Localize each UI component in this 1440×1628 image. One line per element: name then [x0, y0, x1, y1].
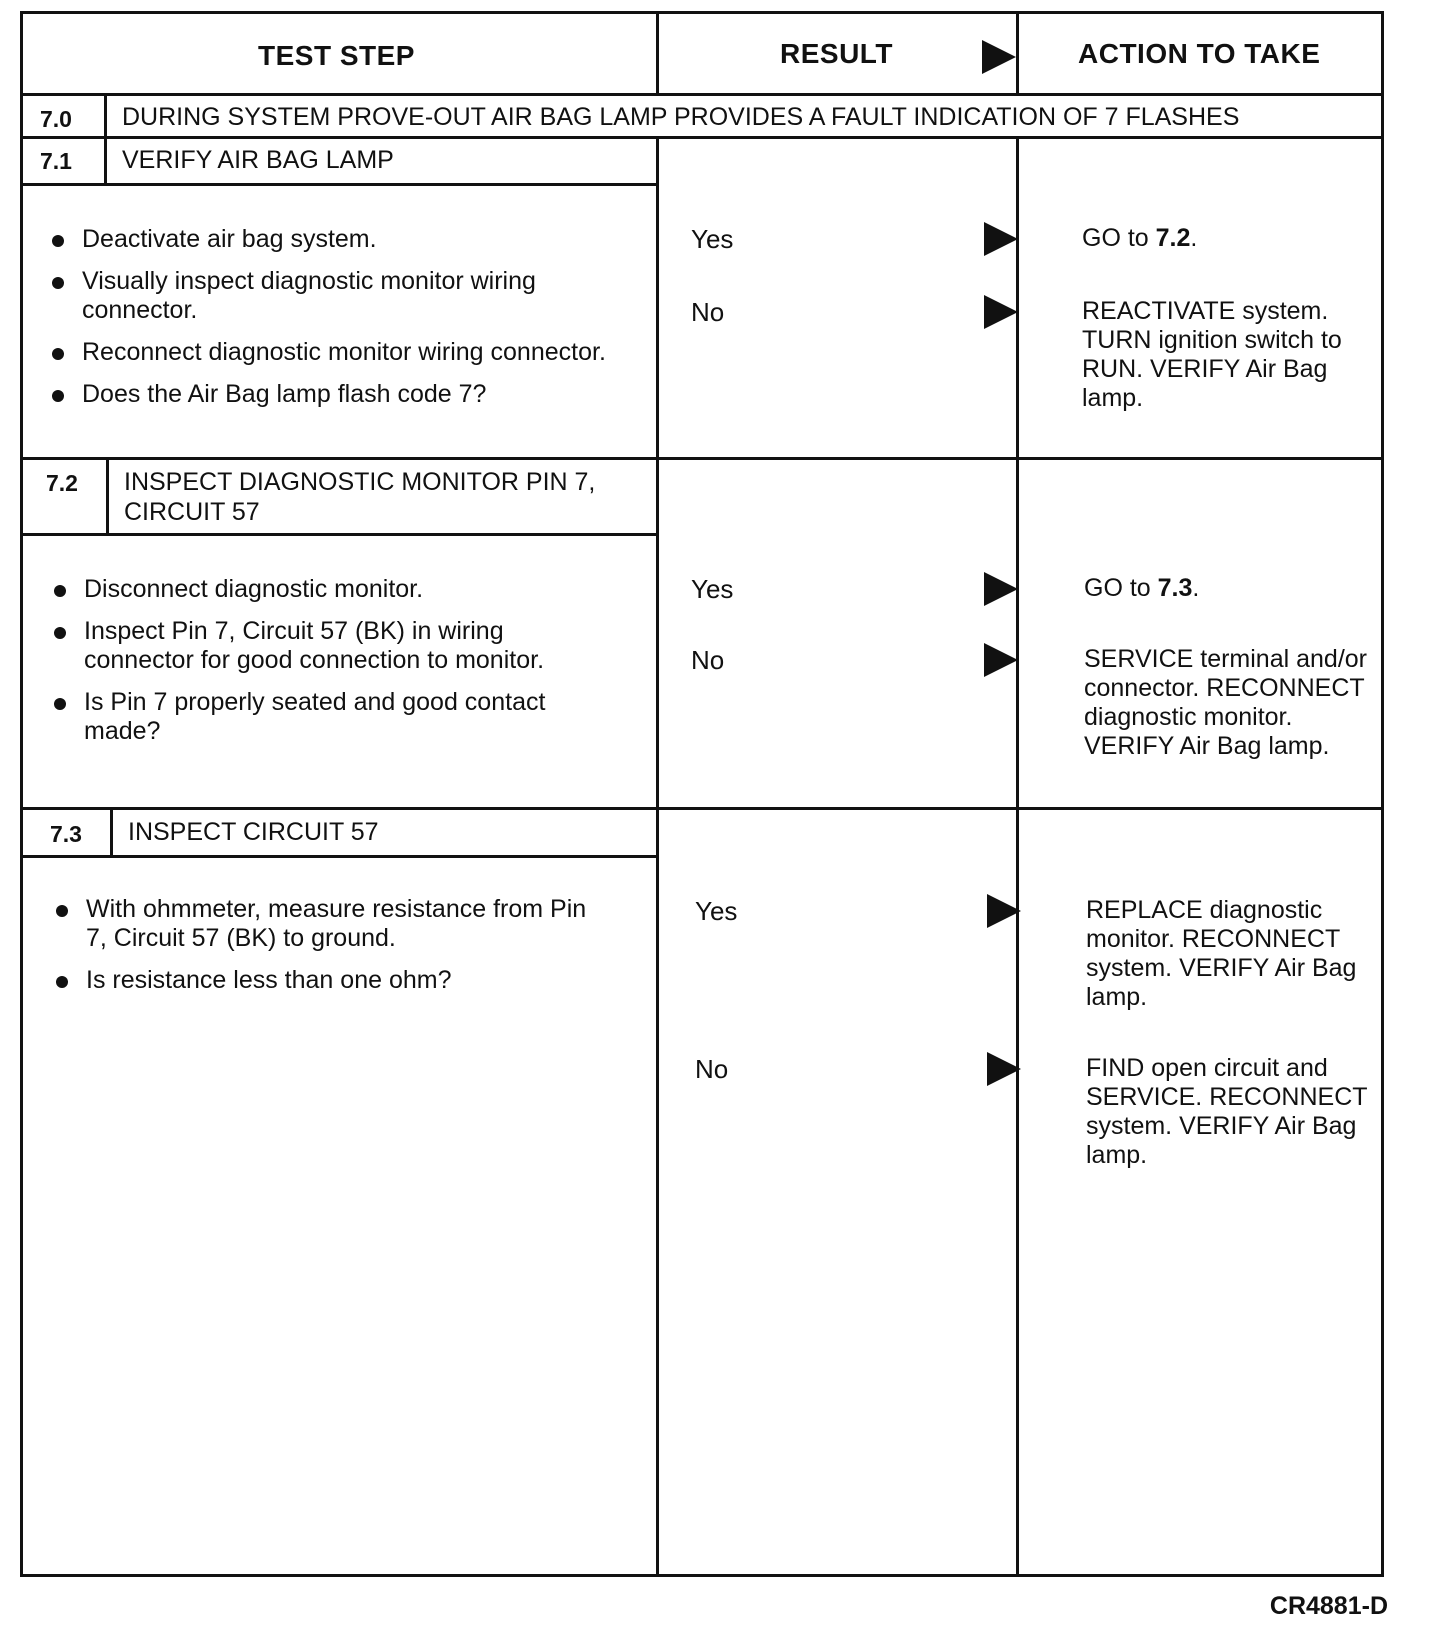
action-no-7-1: REACTIVATE system. TURN ignition switch to RUN. VERIFY Air Bag lamp.: [1082, 297, 1342, 412]
instruction-item: Is Pin 7 properly seated and good contact made?: [50, 688, 620, 746]
step-number-7-1: 7.1: [40, 148, 72, 174]
result-yes-7-1: Yes: [691, 224, 734, 254]
result-arrow-icon: [984, 295, 1018, 329]
step-number-7-0: 7.0: [40, 106, 72, 132]
row-divider: [20, 136, 1384, 139]
header-divider: [20, 93, 1384, 96]
header-test-step: TEST STEP: [258, 40, 415, 71]
step-number-divider: [106, 460, 109, 535]
action-no-7-2: SERVICE terminal and/or connector. RECONNECT diagnostic monitor. VERIFY Air Bag lamp.: [1084, 645, 1367, 760]
figure-code: CR4881-D: [1269, 1592, 1388, 1620]
header-action-to-take: ACTION TO TAKE: [1078, 38, 1321, 69]
step-title-underline: [20, 855, 659, 858]
goto-step-ref: 7.2: [1155, 224, 1191, 252]
action-yes-7-1: GO to 7.2.: [1082, 224, 1198, 252]
result-arrow-icon: [984, 643, 1018, 677]
step-title-underline: [20, 533, 659, 536]
step-number-divider: [110, 810, 113, 857]
column-divider-action: [1016, 11, 1019, 96]
action-no-7-3: FIND open circuit and SERVICE. RECONNECT system. VERIFY Air Bag lamp.: [1086, 1054, 1368, 1169]
step-number-7-3: 7.3: [50, 821, 82, 847]
goto-step-ref: 7.3: [1157, 574, 1193, 602]
step-7-1-instructions: [48, 225, 608, 422]
step-title-7-1: VERIFY AIR BAG LAMP: [122, 146, 394, 174]
step-title-underline: [20, 183, 659, 186]
instruction-item: Deactivate air bag system.: [48, 225, 608, 254]
result-no-7-1: No: [691, 297, 725, 327]
result-arrow-icon: [987, 894, 1021, 928]
step-7-2-instructions: [50, 575, 620, 759]
result-arrow-icon: [987, 1052, 1021, 1086]
result-yes-7-3: Yes: [695, 896, 738, 926]
row-divider: [20, 807, 1384, 810]
step-7-3-instructions: [52, 895, 612, 1008]
header-arrow-icon: [982, 40, 1016, 74]
instruction-item: With ohmmeter, measure resistance from Pin 7, Circuit 57 (BK) to ground.: [52, 895, 612, 953]
instruction-item: Does the Air Bag lamp flash code 7?: [48, 380, 608, 409]
result-no-7-2: No: [691, 645, 725, 675]
action-yes-7-2: GO to 7.3.: [1084, 574, 1200, 602]
column-divider-action: [1016, 139, 1019, 1577]
step-title-7-3: INSPECT CIRCUIT 57: [128, 818, 379, 846]
header-result: RESULT: [780, 38, 893, 69]
instruction-item: Inspect Pin 7, Circuit 57 (BK) in wiring connector for good connection to monitor.: [50, 617, 620, 675]
result-arrow-icon: [984, 572, 1018, 606]
instruction-item: Reconnect diagnostic monitor wiring connector.: [48, 338, 608, 367]
column-divider-result: [656, 11, 659, 96]
instruction-item: Visually inspect diagnostic monitor wiring connector.: [48, 267, 608, 325]
step-number-7-2: 7.2: [46, 470, 78, 496]
step-title-7-0: DURING SYSTEM PROVE-OUT AIR BAG LAMP PROVIDES A FAULT INDICATION OF 7 FLASHES: [122, 103, 1240, 131]
step-title-7-2: INSPECT DIAGNOSTIC MONITOR PIN 7, CIRCUIT 57: [124, 468, 596, 526]
result-yes-7-2: Yes: [691, 574, 734, 604]
step-number-divider: [104, 95, 107, 139]
column-divider-result: [656, 139, 659, 1577]
result-no-7-3: No: [695, 1054, 729, 1084]
instruction-item: Disconnect diagnostic monitor.: [50, 575, 620, 604]
step-number-divider: [104, 139, 107, 183]
result-arrow-icon: [984, 222, 1018, 256]
row-divider: [20, 457, 1384, 460]
instruction-item: Is resistance less than one ohm?: [52, 966, 612, 995]
action-yes-7-3: REPLACE diagnostic monitor. RECONNECT system. VERIFY Air Bag lamp.: [1086, 896, 1357, 1011]
